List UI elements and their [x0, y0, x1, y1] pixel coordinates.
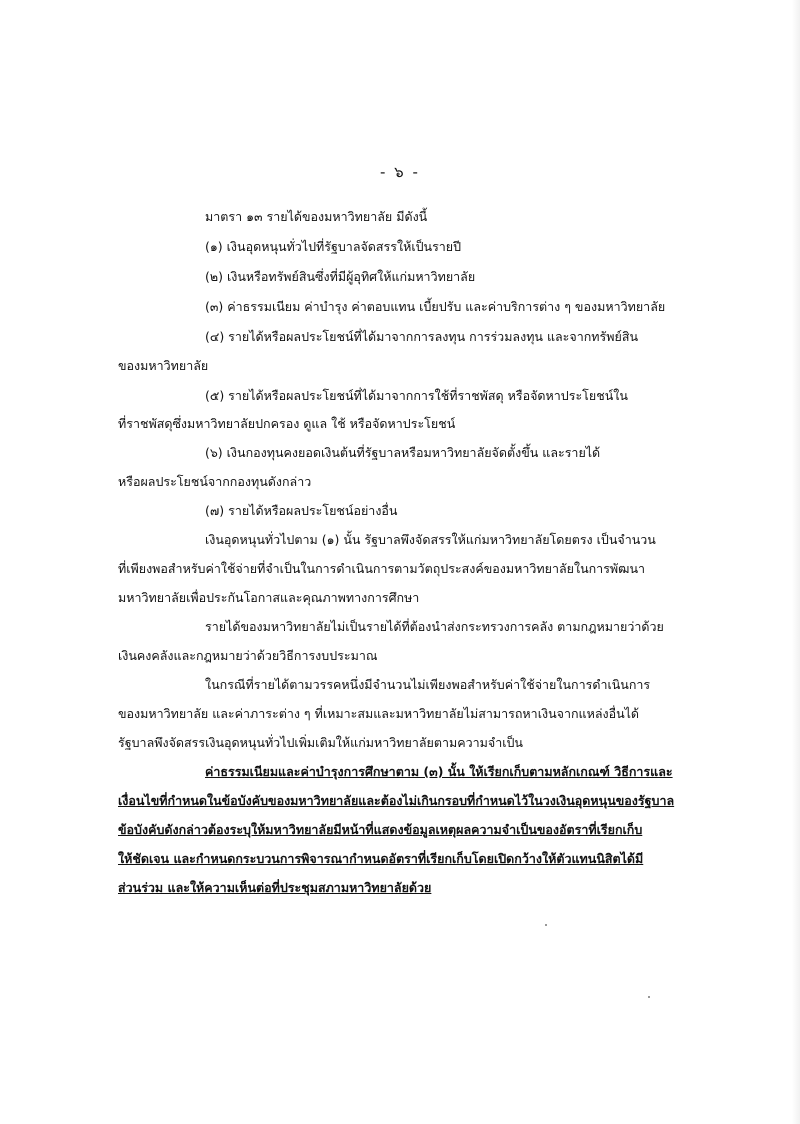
section-heading: มาตรา ๑๓ รายได้ของมหาวิทยาลัย มีดังนี้	[205, 209, 428, 224]
amended-paragraph-fees-line-3: ข้อบังคับดังกล่าวต้องระบุให้มหาวิทยาลัยมีหน้าที่แสดงข้อมูลเหตุผลความจำเป็นของอัตราที่เรียกเก็บ	[118, 822, 643, 837]
page-number: - ๖ -	[380, 163, 420, 181]
scan-speck	[648, 996, 650, 998]
amended-paragraph-fees: ค่าธรรมเนียมและค่าบำรุงการศึกษาตาม (๓) นั้น ให้เรียกเก็บตามหลักเกณฑ์ วิธีการและ	[205, 764, 673, 779]
paragraph-insufficient-line-2: ของมหาวิทยาลัย และค่าภาระต่าง ๆ ที่เหมาะสมและมหาวิทยาลัยไม่สามารถหาเงินจากแหล่งอื่นได้	[118, 706, 640, 721]
paragraph-insufficient-line-3: รัฐบาลพึงจัดสรรเงินอุดหนุนทั่วไปเพิ่มเติมให้แก่มหาวิทยาลัยตามความจำเป็น	[118, 735, 523, 750]
list-item-6: (๖) เงินกองทุนคงยอดเงินต้นที่รัฐบาลหรือมหาวิทยาลัยจัดตั้งขึ้น และรายได้	[205, 445, 601, 460]
amended-paragraph-fees-line-2: เงื่อนไขที่กำหนดในข้อบังคับของมหาวิทยาลัยและต้องไม่เกินกรอบที่กำหนดไว้ในวงเงินอุดหนุนของรัฐบาล	[118, 793, 675, 808]
list-item-2: (๒) เงินหรือทรัพย์สินซึ่งที่มีผู้อุทิศให้แก่มหาวิทยาลัย	[205, 269, 476, 284]
list-item-1: (๑) เงินอุดหนุนทั่วไปที่รัฐบาลจัดสรรให้เป็นรายปี	[205, 239, 462, 254]
list-item-6-continued: หรือผลประโยชน์จากกองทุนดังกล่าว	[118, 474, 312, 489]
paragraph-insufficient: ในกรณีที่รายได้ตามวรรคหนึ่งมีจำนวนไม่เพียงพอสำหรับค่าใช้จ่ายในการดำเนินการ	[205, 677, 651, 692]
paragraph-subsidy-line-3: มหาวิทยาลัยเพื่อประกันโอกาสและคุณภาพทางการศึกษา	[118, 590, 420, 605]
amended-paragraph-fees-line-5: ส่วนร่วม และให้ความเห็นต่อที่ประชุมสภามหาวิทยาลัยด้วย	[118, 880, 432, 895]
list-item-5: (๕) รายได้หรือผลประโยชน์ที่ได้มาจากการใช้ที่ราชพัสดุ หรือจัดหาประโยชน์ใน	[205, 388, 628, 403]
scan-edge-shadow	[792, 0, 800, 1124]
scan-speck	[545, 924, 547, 926]
list-item-4: (๔) รายได้หรือผลประโยชน์ที่ได้มาจากการลงทุน การร่วมลงทุน และจากทรัพย์สิน	[205, 329, 638, 344]
list-item-3: (๓) ค่าธรรมเนียม ค่าบำรุง ค่าตอบแทน เบี้ยปรับ และค่าบริการต่าง ๆ ของมหาวิทยาลัย	[205, 299, 666, 314]
list-item-7: (๗) รายได้หรือผลประโยชน์อย่างอื่น	[205, 503, 398, 518]
paragraph-subsidy: เงินอุดหนุนทั่วไปตาม (๑) นั้น รัฐบาลพึงจัดสรรให้แก่มหาวิทยาลัยโดยตรง เป็นจำนวน	[205, 532, 656, 547]
amended-paragraph-fees-line-4: ให้ชัดเจน และกำหนดกระบวนการพิจารณากำหนดอัตราที่เรียกเก็บโดยเปิดกว้างให้ตัวแทนนิสิตได้มี	[118, 851, 644, 866]
list-item-4-continued: ของมหาวิทยาลัย	[118, 358, 209, 373]
paragraph-revenue-line-2: เงินคงคลังและกฎหมายว่าด้วยวิธีการงบประมาณ	[118, 648, 378, 663]
paragraph-subsidy-line-2: ที่เพียงพอสำหรับค่าใช้จ่ายที่จำเป็นในการดำเนินการตามวัตถุประสงค์ของมหาวิทยาลัยในการพัฒนา	[118, 561, 646, 576]
list-item-5-continued: ที่ราชพัสดุซึ่งมหาวิทยาลัยปกครอง ดูแล ใช้ หรือจัดหาประโยชน์	[118, 416, 456, 431]
paragraph-revenue: รายได้ของมหาวิทยาลัยไม่เป็นรายได้ที่ต้องนำส่งกระทรวงการคลัง ตามกฎหมายว่าด้วย	[205, 619, 664, 634]
